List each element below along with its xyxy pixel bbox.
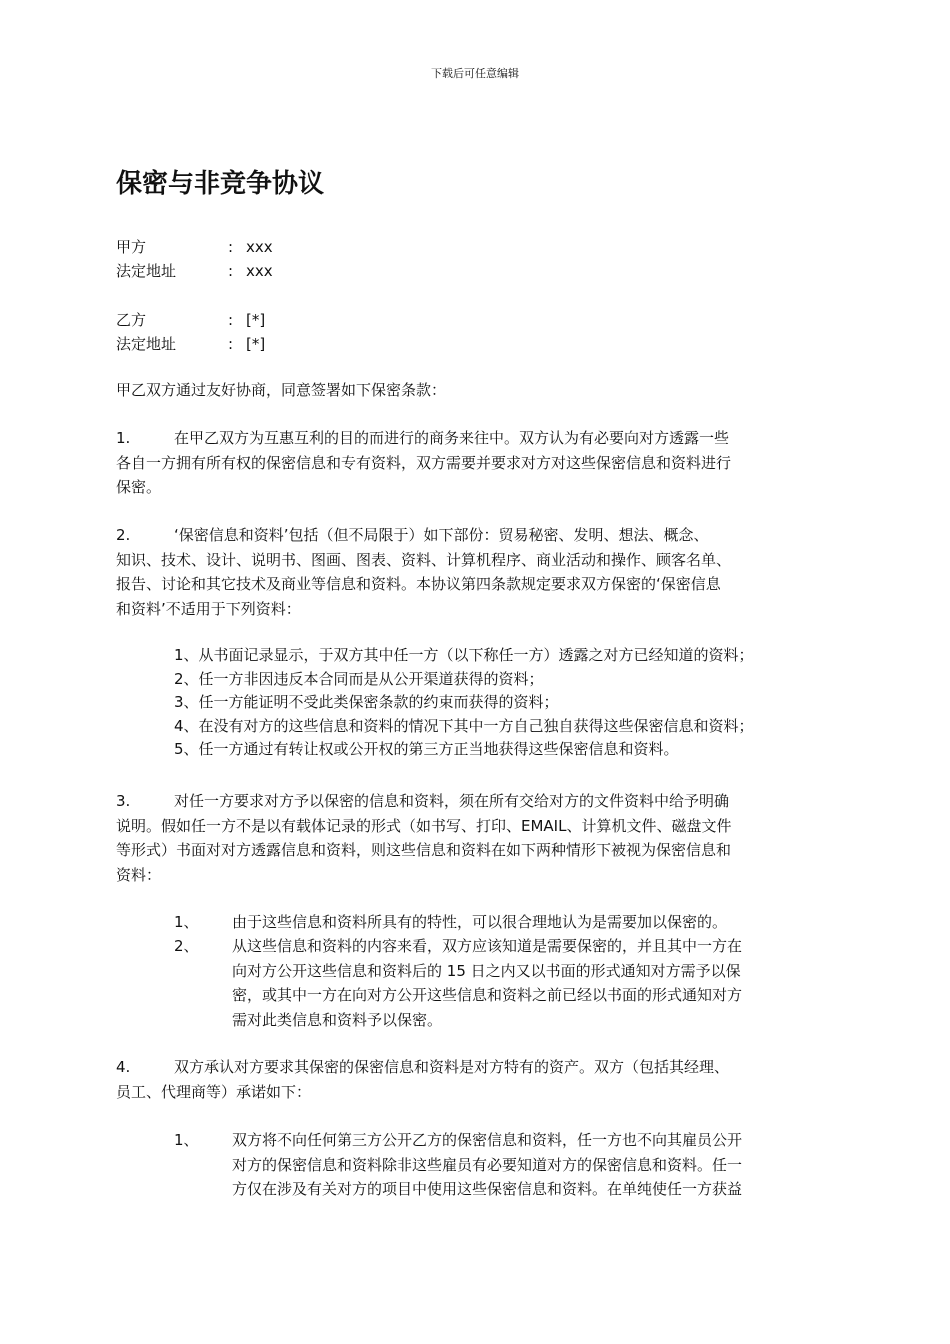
clause-4-number: 4. <box>116 1058 131 1076</box>
list-item: 1、从书面记录显示，于双方其中任一方（以下称任一方）透露之对方已经知道的资料； <box>174 646 754 664</box>
document-title: 保密与非竞争协议 <box>116 169 325 199</box>
clause-2 <box>116 523 731 621</box>
clause-2-line: 和资料’不适用于下列资料： <box>116 599 301 618</box>
clause-3-line: 资料： <box>116 865 162 884</box>
party-a-colon: : <box>228 238 234 256</box>
party-a-address-field <box>116 259 273 283</box>
clause-3-item-2 <box>174 934 854 1034</box>
clause-2-number: 2. <box>116 526 131 544</box>
list-item: 2、任一方非因违反本合同而是从公开渠道获得的资料； <box>174 669 544 688</box>
item-text: 需对此类信息和资料予以保密。 <box>232 1010 443 1029</box>
party-a-value: xxx <box>246 238 273 256</box>
party-b-label: 乙方 <box>116 311 147 329</box>
party-a-field <box>116 235 273 259</box>
party-a-address-colon: : <box>228 262 234 280</box>
item-text: 对方的保密信息和资料除非这些雇员有必要知道对方的保密信息和资料。任一 <box>232 1155 743 1174</box>
item-text: 方仅在涉及有关对方的项目中使用这些保密信息和资料。在单纯使任一方获益 <box>232 1180 743 1198</box>
clause-1-line: 各自一方拥有所有权的保密信息和专有资料，双方需要并要求对方对这些保密信息和资料进行 <box>116 453 732 472</box>
intro-paragraph: 甲乙双方通过友好协商，同意签署如下保密条款： <box>116 381 447 399</box>
party-b-colon: : <box>228 311 234 329</box>
clause-3-line: 说明。假如任一方不是以有载体记录的形式（如书写、打印、EMAIL、计算机文件、磁盘文件 <box>116 816 732 835</box>
clause-4-line: 员工、代理商等）承诺如下： <box>116 1082 312 1101</box>
list-item: 4、在没有对方的这些信息和资料的情况下其中一方自己独自获得这些保密信息和资料； <box>174 716 754 735</box>
clause-2-line: 报告、讨论和其它技术及商业等信息和资料。本协议第四条款规定要求双方保密的‘保密信息 <box>116 575 721 593</box>
item-text: 密，或其中一方在向对方公开这些信息和资料之前已经以书面的形式通知对方 <box>232 986 743 1004</box>
list-item: 5、任一方通过有转让权或公开权的第三方正当地获得这些保密信息和资料。 <box>174 740 679 758</box>
clause-1-line: 保密。 <box>116 478 162 496</box>
item-text: 由于这些信息和资料所具有的特性，可以很合理地认为是需要加以保密的。 <box>232 913 728 931</box>
clause-1-number: 1. <box>116 429 131 447</box>
party-a-address-value: xxx <box>246 262 273 280</box>
party-b-address-field <box>116 332 265 356</box>
list-item: 3、任一方能证明不受此类保密条款的约束而获得的资料； <box>174 693 559 711</box>
clause-4-line: 双方承认对方要求其保密的保密信息和资料是对方特有的资产。双方（包括其经理、 <box>174 1058 730 1076</box>
clause-4 <box>116 1055 729 1104</box>
clause-3-item-1 <box>174 910 854 935</box>
clause-3 <box>116 789 731 887</box>
party-a-label: 甲方 <box>116 238 147 256</box>
party-b-value: [*] <box>246 311 266 329</box>
item-text: 双方将不向任何第三方公开乙方的保密信息和资料，任一方也不向其雇员公开 <box>232 1131 743 1149</box>
party-b-address-label: 法定地址 <box>116 335 177 353</box>
clause-3-number: 3. <box>116 792 131 810</box>
clause-3-line: 对任一方要求对方予以保密的信息和资料，须在所有交给对方的文件资料中给予明确 <box>174 792 730 810</box>
item-text: 从这些信息和资料的内容来看，双方应该知道是需要保密的，并且其中一方在 <box>232 937 743 955</box>
clause-1-line: 在甲乙双方为互惠互利的目的而进行的商务来往中。双方认为有必要向对方透露一些 <box>174 429 730 447</box>
clause-2-line: 知识、技术、设计、说明书、图画、图表、资料、计算机程序、商业活动和操作、顾客名单、 <box>116 550 732 569</box>
item-number: 2、 <box>174 937 199 955</box>
clause-1 <box>116 426 731 500</box>
party-b-field <box>116 308 265 332</box>
page-header: 下载后可任意编辑 <box>431 67 519 80</box>
party-b-address-value: [*] <box>246 335 266 353</box>
item-number: 1、 <box>174 1131 199 1149</box>
exclusion-list <box>174 644 754 762</box>
clause-2-line: ‘保密信息和资料’包括（但不局限于）如下部份：贸易秘密、发明、想法、概念、 <box>174 526 709 544</box>
party-b-address-colon: : <box>228 335 234 353</box>
item-text: 向对方公开这些信息和资料后的 15 日之内又以书面的形式通知对方需予以保 <box>232 961 741 980</box>
item-number: 1、 <box>174 913 199 931</box>
clause-3-line: 等形式）书面对对方透露信息和资料，则这些信息和资料在如下两种情形下被视为保密信息和 <box>116 841 732 859</box>
clause-4-item-1 <box>174 1128 854 1203</box>
party-a-address-label: 法定地址 <box>116 262 177 280</box>
